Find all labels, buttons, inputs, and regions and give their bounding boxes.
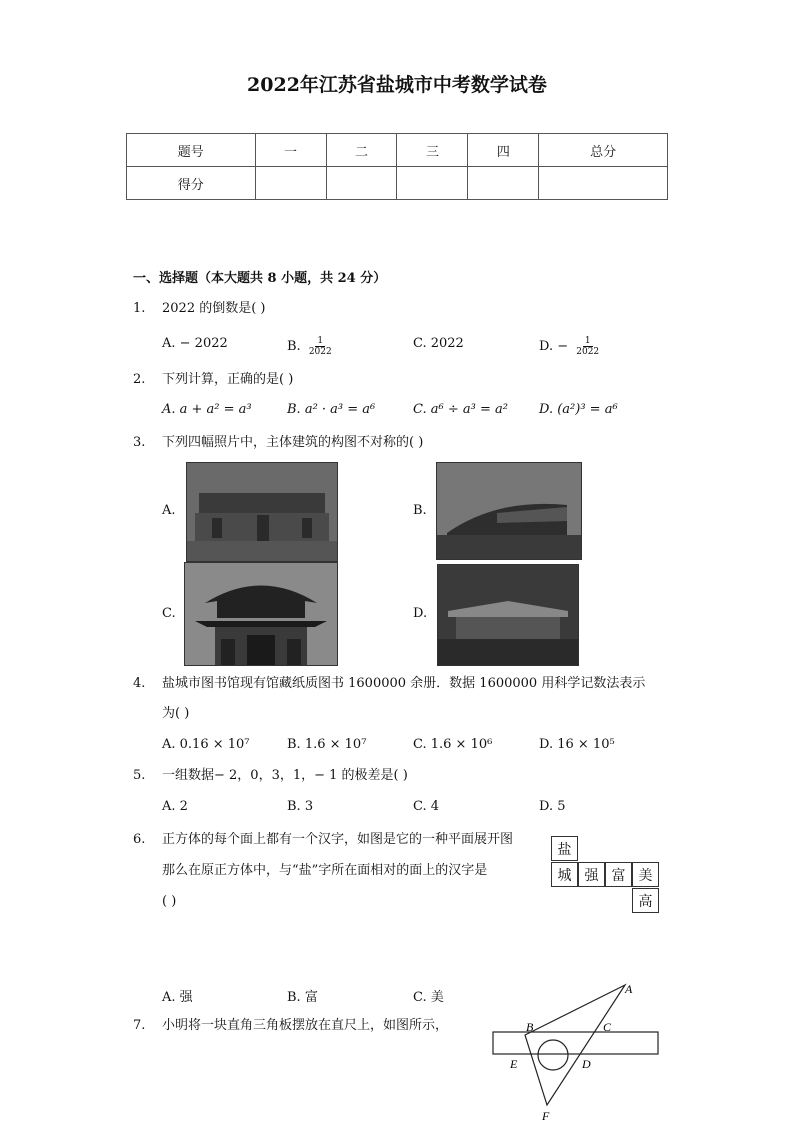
table-cell[interactable] xyxy=(468,167,539,200)
option-d[interactable] xyxy=(539,336,599,357)
fraction xyxy=(576,336,599,357)
option-label: B. xyxy=(287,339,305,354)
point-label: C xyxy=(603,1020,612,1034)
option-d[interactable]: D. 16 × 10⁵ xyxy=(539,737,615,752)
table-cell[interactable] xyxy=(539,167,668,200)
table-row xyxy=(127,167,668,200)
option-c[interactable]: C. 1.6 × 10⁶ xyxy=(413,737,493,752)
photo-building-b[interactable] xyxy=(436,462,582,560)
denominator: 2022 xyxy=(576,347,600,357)
ruler xyxy=(493,1032,658,1054)
building-c-image xyxy=(185,563,337,665)
triangle-ruler-diagram xyxy=(485,975,670,1122)
score-table xyxy=(126,133,668,200)
photo-building-d[interactable] xyxy=(437,564,579,666)
option-c[interactable]: C. xyxy=(162,606,176,621)
building-d-image xyxy=(438,565,578,665)
denominator: 2022 xyxy=(308,347,332,357)
option-c[interactable]: C. a⁶ ÷ a³ = a² xyxy=(413,402,508,417)
question-text: 一组数据− 2，0，3，1，− 1 的极差是( ) xyxy=(162,768,408,783)
point-label: E xyxy=(510,1057,518,1071)
point-label: B xyxy=(526,1020,534,1034)
building-b-image xyxy=(437,463,581,559)
option-a[interactable]: A. 2 xyxy=(162,799,188,814)
question-number: 7. xyxy=(133,1018,146,1033)
option-b[interactable]: B. xyxy=(413,503,427,518)
option-a[interactable]: A. − 2022 xyxy=(162,336,228,351)
option-c[interactable]: C. 美 xyxy=(413,990,444,1005)
table-cell: 二 xyxy=(326,134,397,167)
fraction xyxy=(309,336,332,357)
building-a-image xyxy=(187,463,337,561)
table-cell[interactable] xyxy=(255,167,326,200)
photo-building-a[interactable] xyxy=(186,462,338,562)
question-number: 5. xyxy=(133,768,146,783)
question-text: 盐城市图书馆现有馆藏纸质图书 1600000 余册．数据 1600000 用科学记数法表示 xyxy=(162,676,646,691)
option-d[interactable]: D. xyxy=(413,606,428,621)
question-number: 4. xyxy=(133,676,146,691)
numerator: 1 xyxy=(584,336,591,346)
question-number: 3. xyxy=(133,435,146,450)
triangle-hole xyxy=(538,1040,568,1070)
net-cell: 高 xyxy=(632,888,659,913)
question-text: 2022 的倒数是( ) xyxy=(162,301,266,316)
question-number: 1. xyxy=(133,301,146,316)
question-text-cont: 为( ) xyxy=(162,706,190,721)
option-c[interactable]: C. 2022 xyxy=(413,336,464,351)
triangle xyxy=(525,985,625,1105)
option-b[interactable]: B. 1.6 × 10⁷ xyxy=(287,737,367,752)
page-title: 2022年江苏省盐城市中考数学试卷 xyxy=(247,74,547,96)
option-d[interactable]: D. (a²)³ = a⁶ xyxy=(539,402,618,417)
net-cell: 美 xyxy=(632,862,659,887)
option-a[interactable]: A. 强 xyxy=(162,990,193,1005)
table-cell: 题号 xyxy=(127,134,256,167)
option-a[interactable]: A. a + a² = a³ xyxy=(162,402,252,417)
net-cell: 强 xyxy=(578,862,605,887)
question-text: 下列四幅照片中，主体建筑的构图不对称的( ) xyxy=(162,435,424,450)
table-cell: 一 xyxy=(255,134,326,167)
question-text-cont: 那么在原正方体中，与“盐”字所在面相对的面上的汉字是 xyxy=(162,863,488,878)
table-row xyxy=(127,134,668,167)
photo-building-c[interactable] xyxy=(184,562,338,666)
option-a[interactable]: A. xyxy=(162,503,176,518)
option-b[interactable]: B. a² · a³ = a⁶ xyxy=(287,402,376,417)
option-b[interactable] xyxy=(287,336,332,357)
question-text: 正方体的每个面上都有一个汉字，如图是它的一种平面展开图 xyxy=(162,832,514,847)
net-cell: 富 xyxy=(605,862,632,887)
option-c[interactable]: C. 4 xyxy=(413,799,440,814)
point-label: A xyxy=(625,982,633,996)
net-cell: 城 xyxy=(551,862,578,887)
table-cell: 三 xyxy=(397,134,468,167)
question-text: 下列计算，正确的是( ) xyxy=(162,372,294,387)
net-cell: 盐 xyxy=(551,836,578,861)
section-heading: 一、选择题（本大题共 8 小题，共 24 分） xyxy=(133,271,387,286)
option-a[interactable]: A. 0.16 × 10⁷ xyxy=(162,737,250,752)
option-b[interactable]: B. 3 xyxy=(287,799,314,814)
option-d[interactable]: D. 5 xyxy=(539,799,566,814)
table-cell[interactable] xyxy=(326,167,397,200)
table-cell: 四 xyxy=(468,134,539,167)
question-text: 小明将一块直角三角板摆放在直尺上，如图所示， xyxy=(162,1018,449,1033)
table-cell: 得分 xyxy=(127,167,256,200)
option-label: D. − xyxy=(539,339,573,354)
table-cell: 总分 xyxy=(539,134,668,167)
question-number: 6. xyxy=(133,832,146,847)
table-cell[interactable] xyxy=(397,167,468,200)
option-b[interactable]: B. 富 xyxy=(287,990,318,1005)
numerator: 1 xyxy=(317,336,324,346)
question-text-cont: ( ) xyxy=(162,894,177,909)
point-label: D xyxy=(582,1057,591,1071)
point-label: F xyxy=(542,1109,550,1122)
question-number: 2. xyxy=(133,372,146,387)
